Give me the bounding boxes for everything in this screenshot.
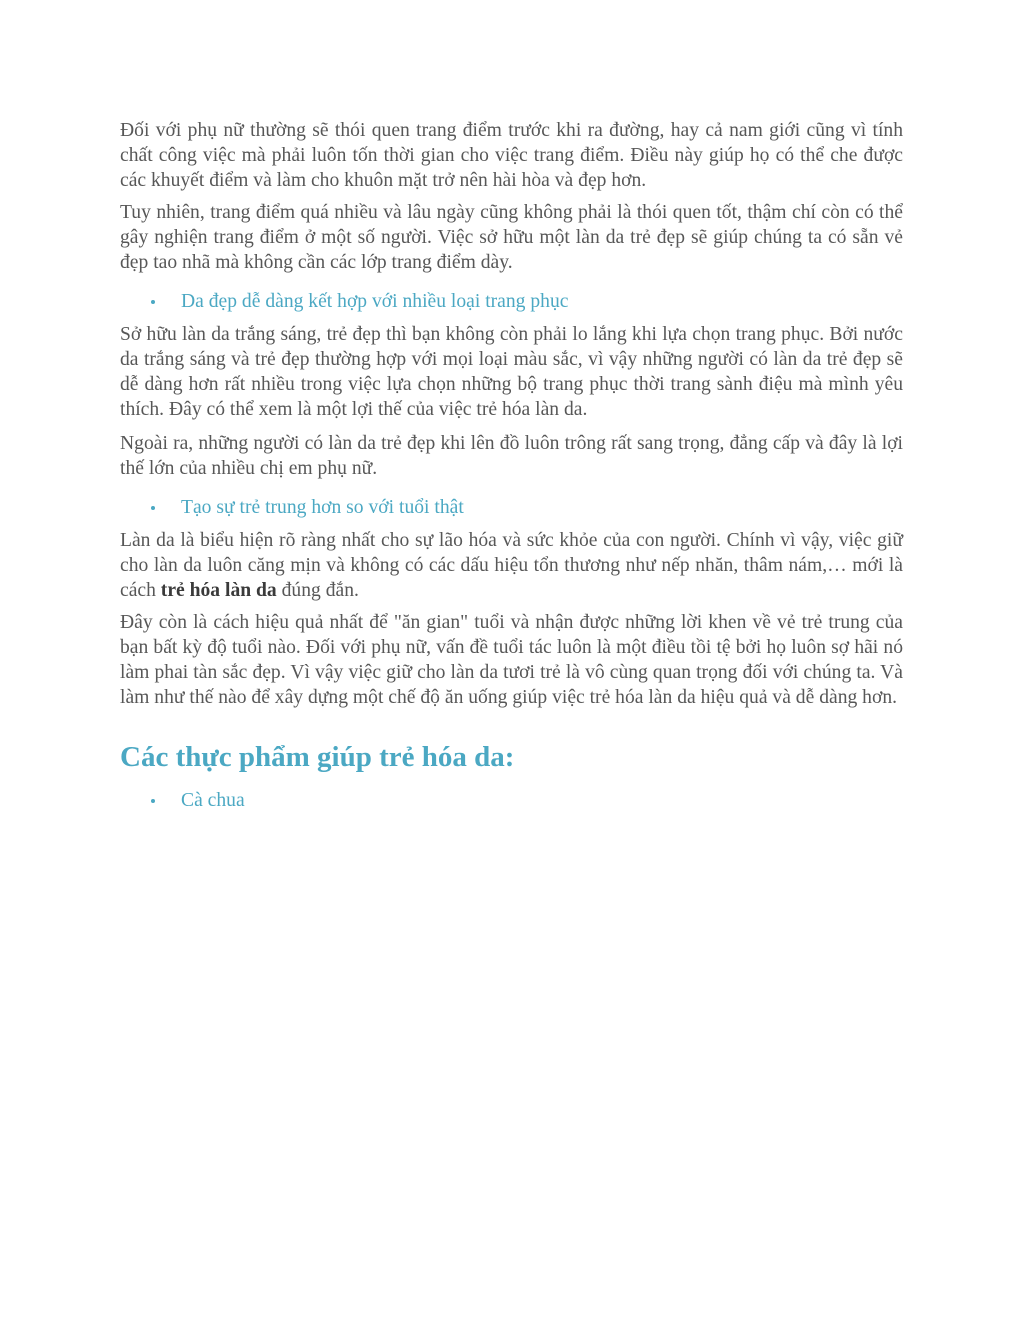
bullet-dot-icon xyxy=(151,799,155,803)
document-page xyxy=(120,118,903,821)
paragraph-bright-skin: Sở hữu làn da trắng sáng, trẻ đẹp thì bạn không còn phải lo lắng khi lựa chọn trang phục. Bởi nước da trắng sáng và trẻ đẹp thường hợp với mọi loại màu sắc, vì vậy những người có làn da trẻ đẹp sẽ dễ dàng hơn rất nhiều trong việc lựa chọn những bộ trang phục thời trang sành điệu mà mình yêu thích. Đây có thể xem là một lợi thế của việc trẻ hóa làn da. xyxy=(120,324,903,420)
bold-keyword: trẻ hóa làn da xyxy=(160,580,277,601)
bullet-youthful-look xyxy=(120,495,903,520)
bullet-label: Cà chua xyxy=(181,790,245,811)
paragraph-diet-importance: Đây còn là cách hiệu quả nhất để "ăn gian" tuổi và nhận được những lời khen về vẻ trẻ trung của bạn bất kỳ độ tuổi nào. Đối với phụ nữ, vấn đề tuổi tác luôn là một điều tồi tệ bởi họ luôn sợ hãi nó làm phai tàn sắc đẹp. Vì vậy việc giữ cho làn da tươi trẻ là vô cùng quan trọng đối với chúng ta. Và làm như thế nào để xây dựng một chế độ ăn uống giúp việc trẻ hóa làn da hiệu quả và dễ dàng hơn. xyxy=(120,612,903,708)
bullet-tomato xyxy=(120,788,903,813)
paragraph-text: Làn da là biểu hiện rõ ràng nhất cho sự lão hóa và sức khỏe của con người. Chính vì vậy, việc giữ cho làn da luôn căng mịn và không có các dấu hiệu tổn thương như nếp nhăn, thâm nám,… mới là cách xyxy=(120,530,903,601)
bullet-outfit-matching xyxy=(120,289,903,314)
paragraph-text: đúng đắn. xyxy=(276,580,359,601)
bullet-dot-icon xyxy=(151,506,155,510)
bullet-label: Tạo sự trẻ trung hơn so với tuổi thật xyxy=(181,497,464,518)
section-heading: Các thực phẩm giúp trẻ hóa da: xyxy=(120,741,515,773)
paragraph-makeup-downside: Tuy nhiên, trang điểm quá nhiều và lâu ngày cũng không phải là thói quen tốt, thậm chí còn có thể gây nghiện trang điểm ở một số người. Việc sở hữu một làn da trẻ đẹp sẽ giúp chúng ta có sẵn vẻ đẹp tao nhã mà không cần các lớp trang điểm dày. xyxy=(120,202,903,273)
paragraph-makeup-habit: Đối với phụ nữ thường sẽ thói quen trang điểm trước khi ra đường, hay cả nam giới cũng vì tính chất công việc mà phải luôn tốn thời gian cho việc trang điểm. Điều này giúp họ có thể che được các khuyết điểm và làm cho khuôn mặt trở nên hài hòa và đẹp hơn. xyxy=(120,120,903,191)
bullet-label: Da đẹp dễ dàng kết hợp với nhiều loại trang phục xyxy=(181,291,569,312)
paragraph-elegance: Ngoài ra, những người có làn da trẻ đẹp khi lên đồ luôn trông rất sang trọng, đẳng cấp và đây là lợi thế lớn của nhiều chị em phụ nữ. xyxy=(120,433,903,479)
paragraph-aging-signs xyxy=(120,528,903,603)
bullet-dot-icon xyxy=(151,300,155,304)
